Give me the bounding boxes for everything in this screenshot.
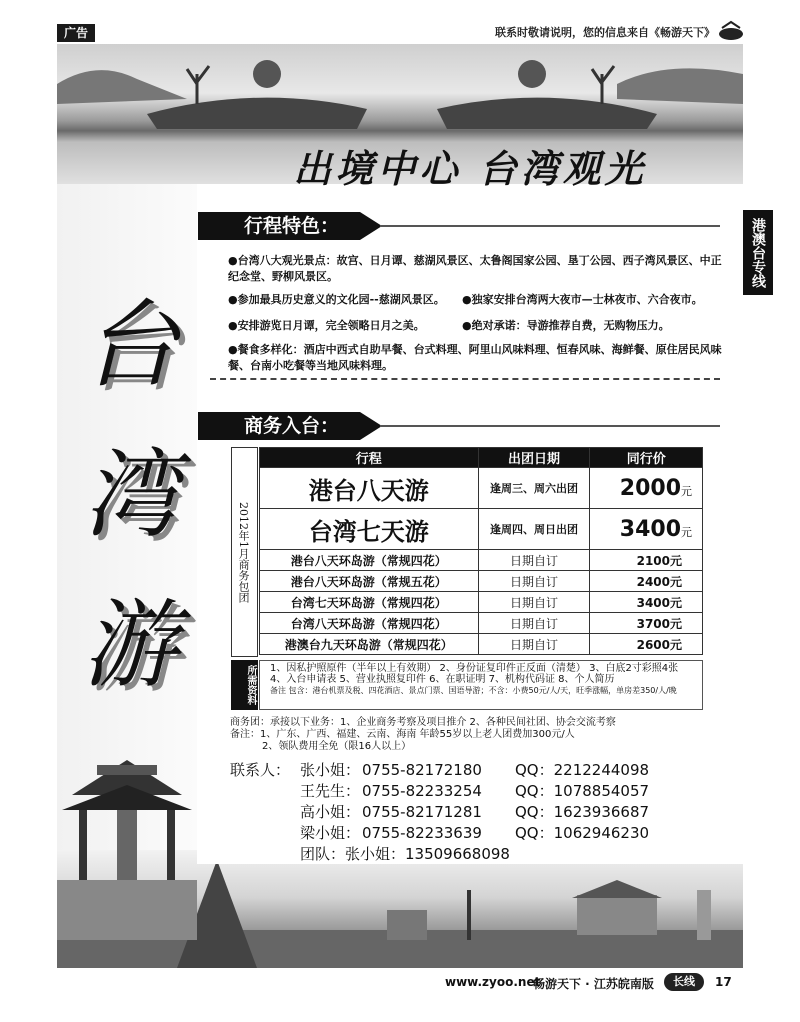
col-header-route: 行程 (260, 448, 479, 468)
pavilion-image (57, 740, 197, 940)
footer-section-badge: 长线 (664, 973, 704, 991)
route-name: 港澳台九天环岛游（常规四花） (260, 634, 479, 655)
section-side-tab: 港澳台专线 (743, 210, 773, 295)
depart-date: 日期自订 (478, 550, 590, 571)
contact-qq: QQ：1078854057 (515, 782, 650, 800)
depart-date: 日期自订 (478, 571, 590, 592)
contact-phone: 0755-82172180 (362, 761, 482, 779)
big-vertical-title: 台湾游 (82, 289, 178, 701)
page-number: 17 (715, 975, 732, 989)
depart-date: 日期自订 (478, 634, 590, 655)
page-headline: 出境中心 台湾观光 (293, 146, 647, 191)
contact-qq: QQ：2212244098 (515, 761, 650, 779)
col-header-price: 同行价 (590, 448, 703, 468)
contact-phone: 0755-82171281 (362, 803, 482, 821)
depart-date: 逢周四、周日出团 (478, 509, 590, 550)
price-table (259, 447, 703, 655)
business-header: 商务入台： (198, 412, 360, 440)
price-value: 3700元 (590, 613, 703, 634)
feature-item: ●参加最具历史意义的文化园--慈湖风景区。 (228, 293, 445, 306)
docs-line: 4、入台申请表 5、营业执照复印件 6、在职证明 7、机构代码证 8、个人简历 (270, 674, 615, 685)
contact-qq: QQ：1623936687 (515, 803, 650, 821)
route-name: 港台八天环岛游（常规五花） (260, 571, 479, 592)
ad-tag: 广告 (57, 24, 95, 42)
required-docs-label: 所需资料 (231, 660, 258, 710)
route-name: 台湾八天环岛游（常规四花） (260, 613, 479, 634)
price-value: 3400 (619, 516, 681, 542)
docs-line: 1、因私护照原件（半年以上有效期） 2、身份证复印件正反面（清楚） 3、白底2寸彩照4张 (270, 663, 679, 674)
depart-date: 逢周三、周六出团 (478, 468, 590, 509)
table-row (260, 634, 703, 655)
contact-qq: QQ：1062946230 (515, 824, 650, 842)
business-note: 备注：1、广东、广西、福建、云南、海南 年龄55岁以上老人团费加300元/人 (230, 729, 575, 740)
price-value: 2400元 (590, 571, 703, 592)
package-period-label: 2012年1月商务包团 (231, 447, 258, 657)
table-row (260, 509, 703, 550)
route-name: 台湾七天环岛游（常规四花） (260, 592, 479, 613)
dashed-divider (210, 378, 720, 380)
footer-url-link[interactable]: www.zyoo.net (445, 975, 541, 989)
business-rule (380, 425, 720, 427)
table-row (260, 468, 703, 509)
table-row (260, 613, 703, 634)
feature-item: ●绝对承诺：导游推荐自费，无购物压力。 (462, 319, 670, 332)
table-row (260, 571, 703, 592)
contact-name: 张小姐： (300, 761, 361, 779)
route-name: 港台八天环岛游（常规四花） (260, 550, 479, 571)
publication-logo-icon (718, 20, 744, 42)
feature-item: ●安排游览日月谭，完全领略日月之美。 (228, 319, 425, 332)
business-note: 商务团：承接以下业务：1、企业商务考察及项目推介 2、各种民间社团、协会交流考察 (230, 717, 616, 728)
price-value: 2000 (619, 475, 681, 501)
price-unit: 元 (681, 525, 692, 539)
business-note: 2、领队费用全免（限16人以上） (262, 741, 412, 752)
contacts-label: 联系人： (230, 761, 291, 779)
price-cell (590, 509, 703, 550)
price-value: 2600元 (590, 634, 703, 655)
table-row (260, 592, 703, 613)
depart-date: 日期自订 (478, 613, 590, 634)
feature-item: ●餐食多样化：酒店中西式自助早餐、台式料理、阿里山风味料理、恒春风味、海鲜餐、原住居民风味餐、台南小吃餐等当地风味料理。 (228, 343, 722, 372)
table-row (260, 550, 703, 571)
contact-name: 梁小姐： (300, 824, 361, 842)
source-notice: 联系时敬请说明，您的信息来自《畅游天下》 (495, 26, 715, 39)
contact-phone: 0755-82233639 (362, 824, 482, 842)
price-value: 2100元 (590, 550, 703, 571)
route-name: 台湾七天游 (260, 509, 479, 550)
depart-date: 日期自订 (478, 592, 590, 613)
contact-name: 高小姐： (300, 803, 361, 821)
itinerary-rule (380, 225, 720, 227)
required-docs-box (259, 660, 703, 710)
footer-publication: 畅游天下 · 江苏皖南版 (533, 977, 654, 991)
price-value: 3400元 (590, 592, 703, 613)
contact-name: 王先生： (300, 782, 361, 800)
price-unit: 元 (681, 484, 692, 498)
feature-item: ●独家安排台湾两大夜市—士林夜市、六合夜市。 (462, 293, 703, 306)
contact-phone: 0755-82233254 (362, 782, 482, 800)
feature-item: ●台湾八大观光景点：故宫、日月谭、慈湖风景区、太鲁阁国家公园、垦丁公园、西子湾风景区、中正纪念堂、野柳风景区。 (228, 254, 722, 283)
price-cell (590, 468, 703, 509)
itinerary-header: 行程特色： (198, 212, 360, 240)
docs-note: 备注 包含：港台机票及税、四花酒店、景点门票、国语导游；不含：小费50元/人/天，旺季涨幅，单房差350/人/晚 (270, 686, 677, 695)
col-header-date: 出团日期 (478, 448, 590, 468)
route-name: 港台八天游 (260, 468, 479, 509)
team-contact: 团队：张小姐：13509668098 (300, 845, 510, 863)
